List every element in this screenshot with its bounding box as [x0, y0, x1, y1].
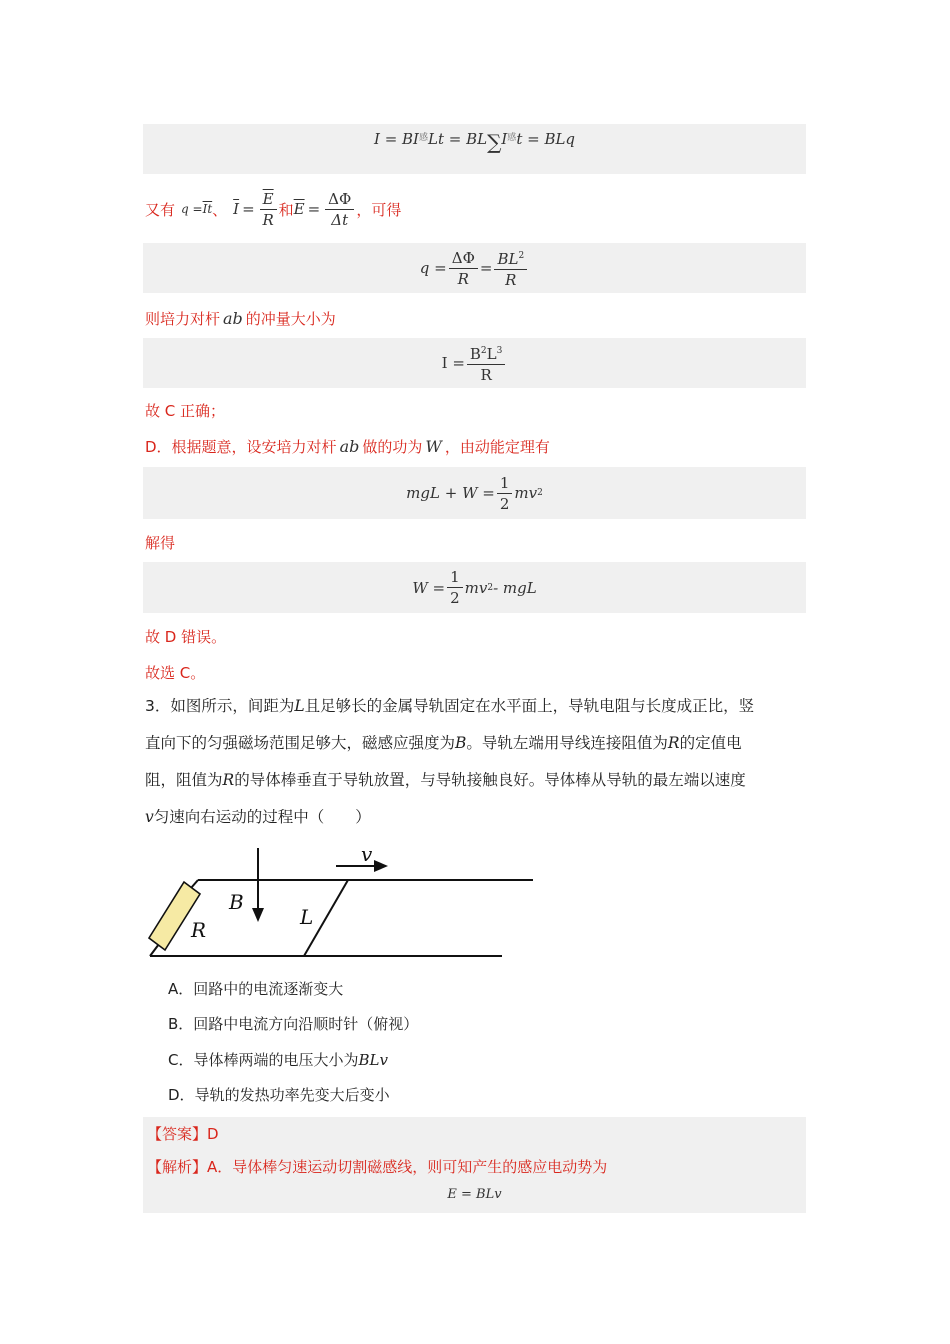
text-line-choose-c: 故选 C。	[145, 664, 206, 682]
analysis-label: 【解析】	[147, 1158, 208, 1176]
answer-box	[143, 1117, 806, 1213]
question-line-3: 阻，阻值为R的导体棒垂直于导轨放置，与导轨接触良好。导体棒从导轨的最左端以速度	[145, 771, 746, 789]
formula-impulse-result: I = $\frac{B^2L^3}{R}$	[143, 338, 806, 388]
formula-energy: mgL + W = $\frac{1}{2}$ mv 2	[406, 473, 543, 513]
wire-top-left	[191, 880, 198, 888]
analysis-line: 【解析】A．导体棒匀速运动切割磁感线，则可知产生的感应电动势为	[147, 1158, 608, 1176]
fraction-E-over-R: $\frac{\overline{E}}{R}$	[260, 189, 277, 230]
text-line-impulse: 则培力对杆 ab 的冲量大小为	[145, 308, 336, 328]
formula-emf: E = BLv	[447, 1187, 502, 1202]
magnetic-field-arrowhead	[252, 908, 264, 922]
option-d[interactable]: D．导轨的发热功率先变大后变小	[168, 1086, 390, 1104]
formula-box-impulse-result	[143, 338, 806, 388]
text-line-youyou: 又有 q = $\overline{It}$ 、 $\overline{I}$ = $\frac{\overline{E}}{R}$ 和 $\overline{E}$ = $\frac{\Delta\Phi}{\Delta t}$ ，可得	[145, 189, 402, 229]
text-line-d-work: D．根据题意，设安培力对杆 ab 做的功为 W ，由动能定理有	[145, 436, 550, 456]
fraction-dphi-over-dt: $\frac{\Delta\Phi}{\Delta t}$	[325, 189, 354, 230]
formula-box-energy	[143, 467, 806, 519]
question-line-4: v匀速向右运动的过程中（ ）	[145, 808, 371, 826]
formula-box-impulse-sum	[143, 124, 806, 174]
text-line-d-wrong: 故 D 错误。	[145, 628, 227, 646]
formula-work: W = $\frac{1}{2}$ mv 2 - mgL	[412, 568, 537, 607]
option-a[interactable]: A．回路中的电流逐渐变大	[168, 980, 344, 998]
formula-box-charge	[143, 243, 806, 293]
option-c[interactable]: C．导体棒两端的电压大小为BLv	[168, 1051, 388, 1069]
answer-label: 【答案】	[147, 1125, 208, 1143]
formula-impulse-sum: I = BI 感 Lt = BL ∑ I 感 t = BLq	[373, 130, 576, 154]
label-L: L	[300, 905, 314, 929]
label-B: B	[229, 890, 244, 914]
option-b[interactable]: B．回路中电流方向沿顺时针（俯视）	[168, 1015, 419, 1033]
label-v: v	[361, 842, 373, 866]
label-R: R	[191, 918, 207, 942]
answer-value: D	[207, 1125, 219, 1143]
question-line-2: 直向下的匀强磁场范围足够大，磁感应强度为B。导轨左端用导线连接阻值为R的定值电	[145, 734, 742, 752]
formula-box-work	[143, 562, 806, 613]
question-3-text	[145, 688, 810, 836]
text-line-jiede: 解得	[145, 534, 176, 552]
formula-charge: q = $\frac{\Delta\Phi}{R}$ = $\frac{BL^2}{R}$	[143, 243, 806, 293]
velocity-arrowhead	[374, 860, 388, 872]
answer-line	[147, 1123, 219, 1144]
rail-circuit-figure	[140, 842, 540, 964]
text-line-c-correct: 故 C 正确；	[145, 402, 226, 420]
question-line-1: 3．如图所示，间距为L且足够长的金属导轨固定在水平面上，导轨电阻与长度成正比，竖	[145, 697, 755, 715]
